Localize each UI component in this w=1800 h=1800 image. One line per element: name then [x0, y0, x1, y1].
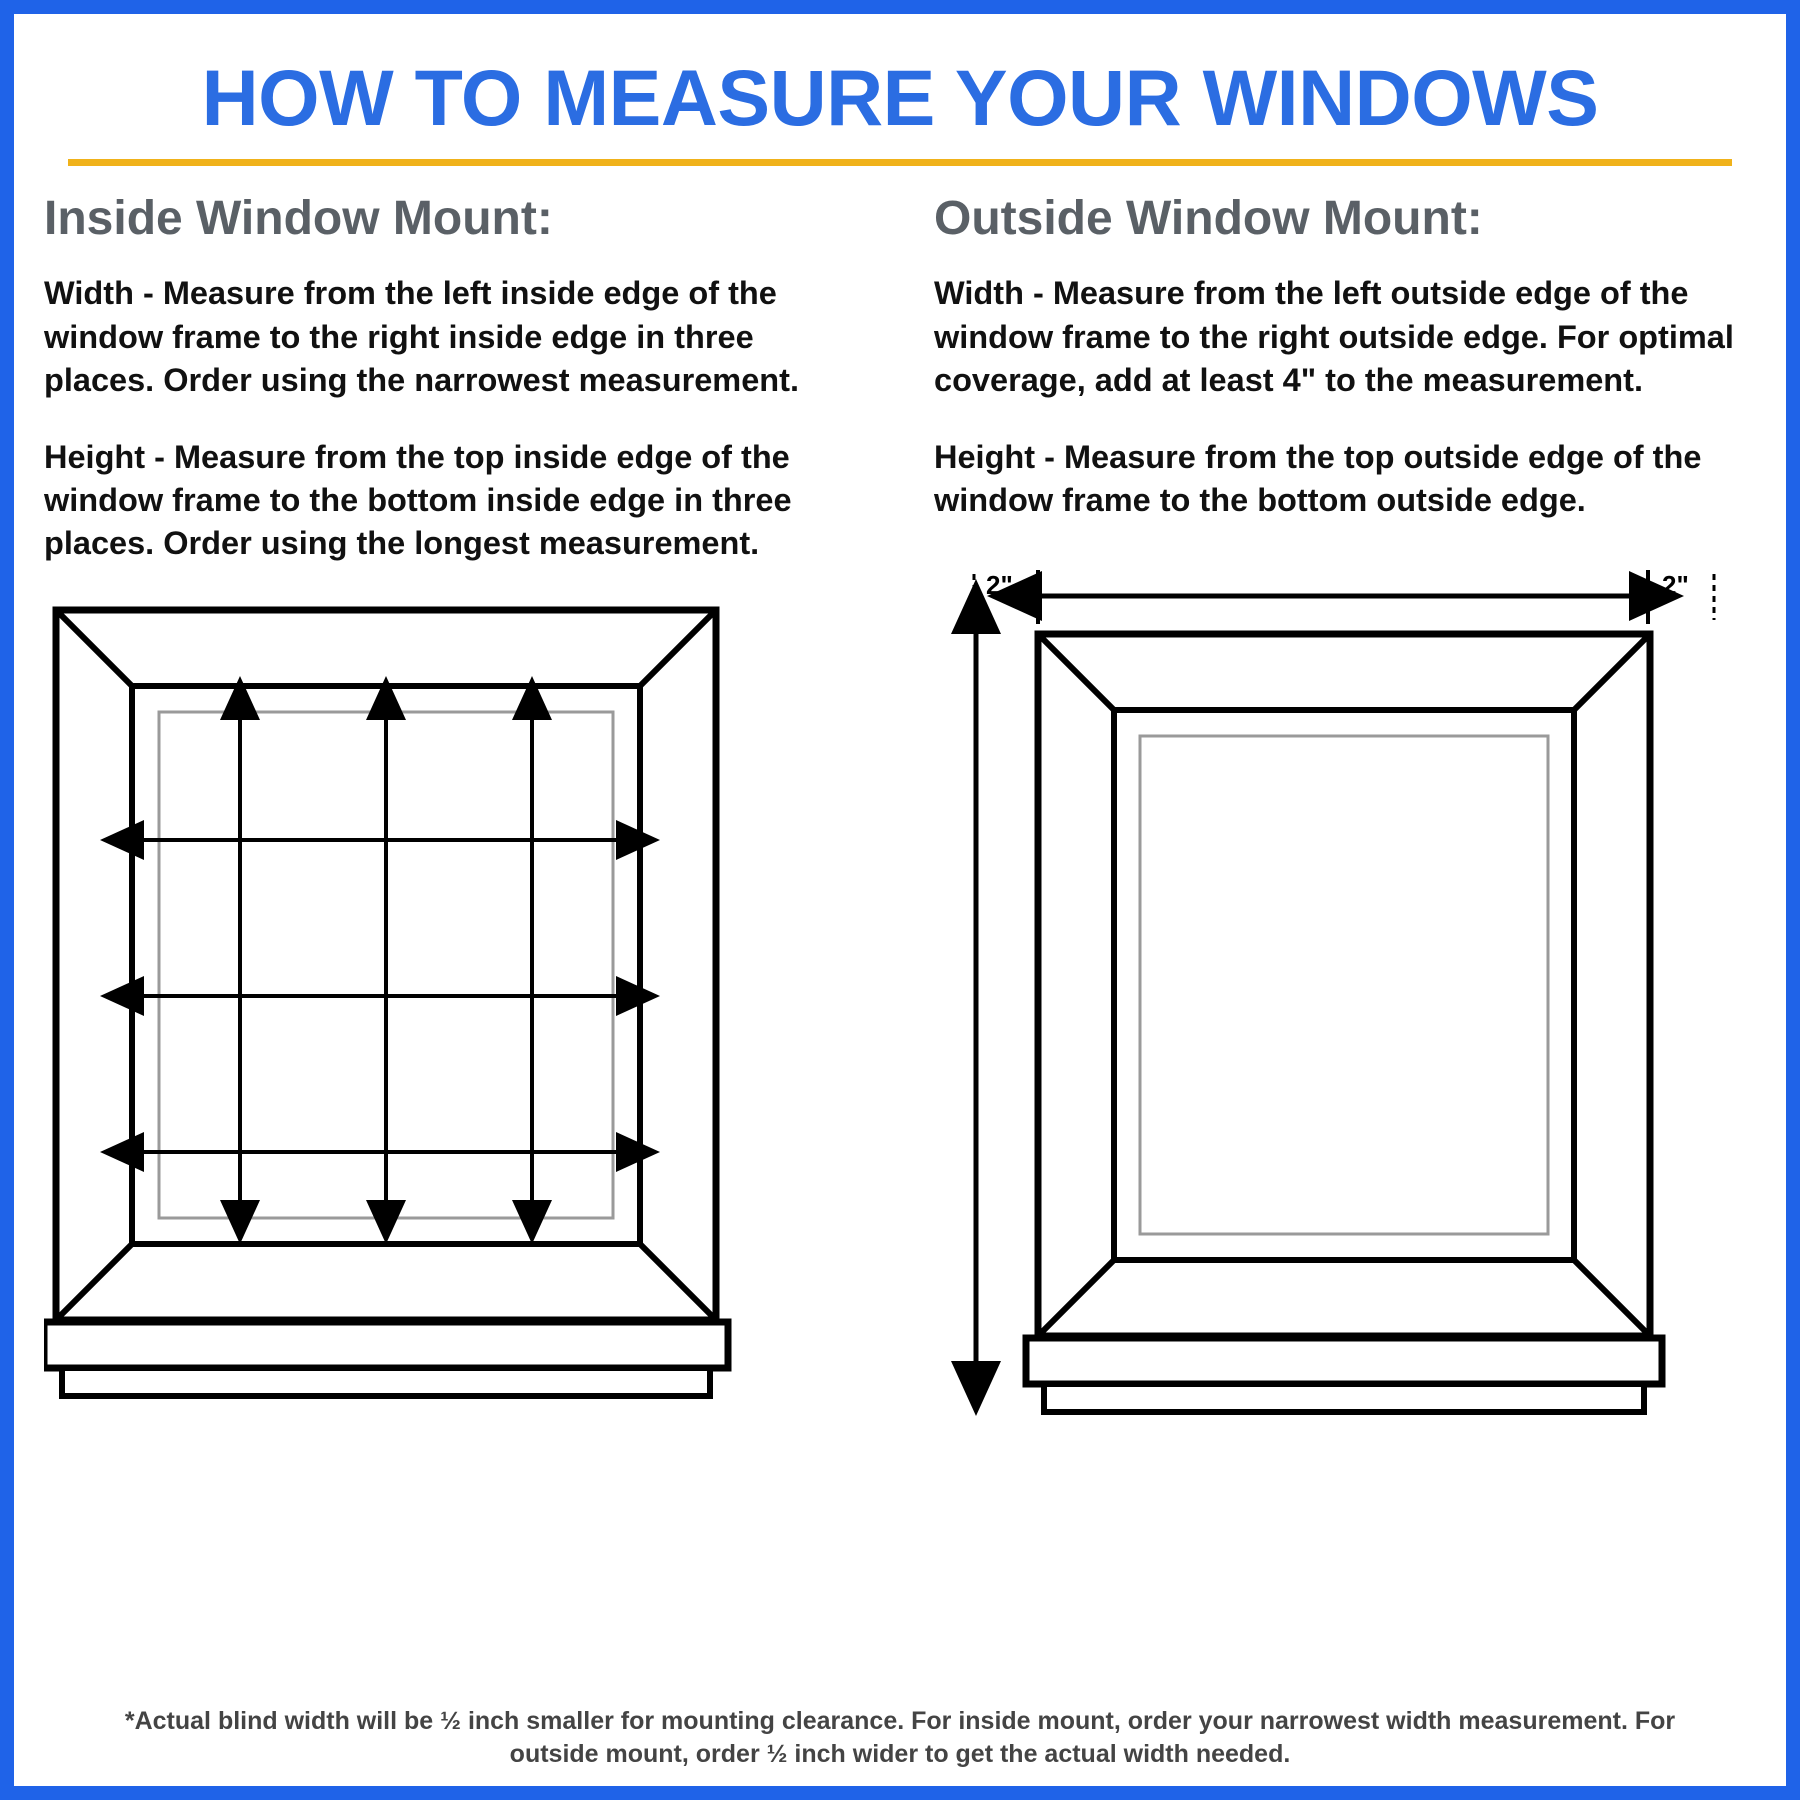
content-columns: [44, 194, 1756, 1436]
inside-mount-heading: Inside Window Mount:: [44, 192, 553, 245]
right-extension-label: 2": [1662, 570, 1689, 601]
outside-mount-heading: Outside Window Mount:: [934, 192, 1483, 245]
page-inner: [14, 14, 1786, 1786]
outside-mount-width-text: Width - Measure from the left outside edge of the window frame to the right outside edge. For optimal coverage, add at least 4" to the measurement.: [934, 275, 1734, 398]
inside-mount-column: [44, 194, 900, 1436]
inside-mount-height-text: Height - Measure from the top inside edge of the window frame to the bottom inside edge in three places. Order using the longest measurement.: [44, 439, 792, 562]
inside-mount-diagram: [44, 600, 866, 1400]
left-extension-label: 2": [986, 570, 1013, 601]
outside-mount-window-svg: [934, 556, 1754, 1436]
outside-mount-height-text: Height - Measure from the top outside edge of the window frame to the bottom outside edge.: [934, 439, 1702, 519]
outside-mount-diagram: [934, 556, 1756, 1436]
inside-mount-window-svg: [44, 600, 834, 1400]
title-divider: [68, 159, 1732, 166]
footnote-text: *Actual blind width will be ½ inch smaller for mounting clearance. For inside mount, order your narrowest width measurement. For outside mount, order ½ inch wider to get the actual width needed.: [124, 1706, 1676, 1769]
page-title: HOW TO MEASURE YOUR WINDOWS: [201, 53, 1599, 142]
inside-mount-width-text: Width - Measure from the left inside edge of the window frame to the right inside edge in three places. Order using the narrowest measurement.: [44, 275, 799, 398]
outside-mount-column: [900, 194, 1756, 1436]
